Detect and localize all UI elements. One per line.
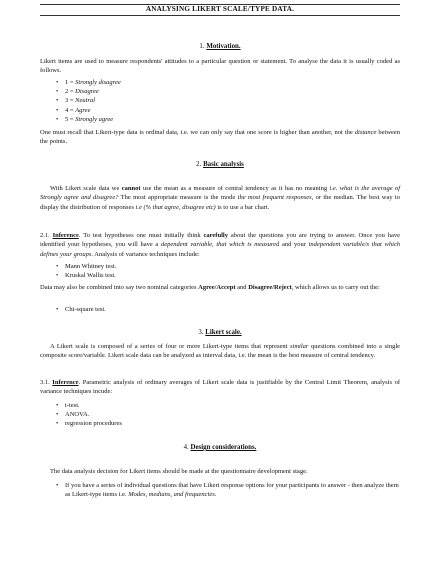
title-underline <box>40 15 400 16</box>
list-item: • ANOVA. <box>56 410 400 419</box>
section-title: Design considerations. <box>190 444 257 451</box>
section-number: 1. <box>199 43 205 50</box>
section-title: Basic analysis <box>203 161 244 168</box>
section-1-heading <box>0 43 440 50</box>
s3-paragraph: A Likert scale is composed of a series of four or more Likert-type items that represent similar questions combined into a single composite score/variable. Likert scale data can be analyzed as interval data, i.e. the mean is the best measure of central tendency. <box>40 343 401 360</box>
likert-code-list <box>56 78 400 124</box>
list-item: • regression procedures <box>56 419 400 428</box>
s4-paragraph: The data analysis decision for Likert items should be made at the questionnaire development stage. <box>50 468 308 475</box>
code-item: • 2 = Disagree <box>56 87 400 96</box>
s2-combine-paragraph: Data may also be combined into say two nominal categories Agree/Accept and Disagree/Reject, which allows us to carry out the: <box>40 284 380 291</box>
list-item: • If you have a series of individual questions that have Likert response options for your participants to answer - then analyze them as Likert-type items i.e. Modes, medians, and frequencies. <box>56 481 400 499</box>
section-title: Motivation. <box>206 43 241 50</box>
list-item: • Kruskal Wallis test. <box>56 271 400 280</box>
code-item: • 4 = Agree <box>56 106 400 115</box>
section-number: 2. <box>196 161 202 168</box>
section-number: 3. <box>198 329 204 336</box>
s1-ordinal-paragraph: One must recall that Likert-type data is ordinal data, i.e. we can only say that one score is higher than another, not the distance between the points. <box>40 129 401 146</box>
code-item: • 5 = Strongly agree <box>56 115 400 124</box>
list-item: • Chi-square test. <box>56 305 400 314</box>
document-title: ANALYSING LIKERT SCALE/TYPE DATA. <box>145 5 295 13</box>
s2-inference-paragraph: 2.1. Inference. To test hypotheses one must initially think carefully about the questions you are trying to answer. Once you have identified your hypotheses, you will have a dependent variable, that which is measured and your independent variable/s that which defines your groups. Analysis of variance techniques include: <box>40 232 401 258</box>
s2-test-list <box>56 262 400 280</box>
code-item: • 3 = Neutral <box>56 96 400 105</box>
s2-paragraph: With Likert scale data we cannot use the mean as a measure of central tendency as it has no meaning i.e. what is the average of Strongly agree and disagree? The most appropriate measure is the mode the most frequent responses, or the median. The best way to display the distribution of responses i.e (% that agree, disagree etc) is to use a bar chart. <box>40 185 401 211</box>
section-title: Likert scale. <box>205 329 242 336</box>
section-2-heading <box>0 161 440 168</box>
section-3-heading <box>0 329 440 336</box>
s1-paragraph: Likert items are used to measure respondents' attitudes to a particular question or statement. To analyse the data it is usually coded as follows. <box>40 58 400 75</box>
list-item: • Mann Whitney test. <box>56 262 400 271</box>
section-4-heading <box>0 444 440 451</box>
s3-inference-paragraph: 3.1. Inference. Parametric analysis of ordinary averages of Likert scale data is justifiable by the Central Limit Theorem, analysis of variance techniques incude: <box>40 379 400 396</box>
section-number: 4. <box>183 444 189 451</box>
s2-chi-list <box>56 305 400 314</box>
list-item: • t-test. <box>56 401 400 410</box>
s4-bullet-list <box>56 481 400 499</box>
code-item: • 1 = Strongly disagree <box>56 78 400 87</box>
s3-test-list <box>56 401 400 429</box>
